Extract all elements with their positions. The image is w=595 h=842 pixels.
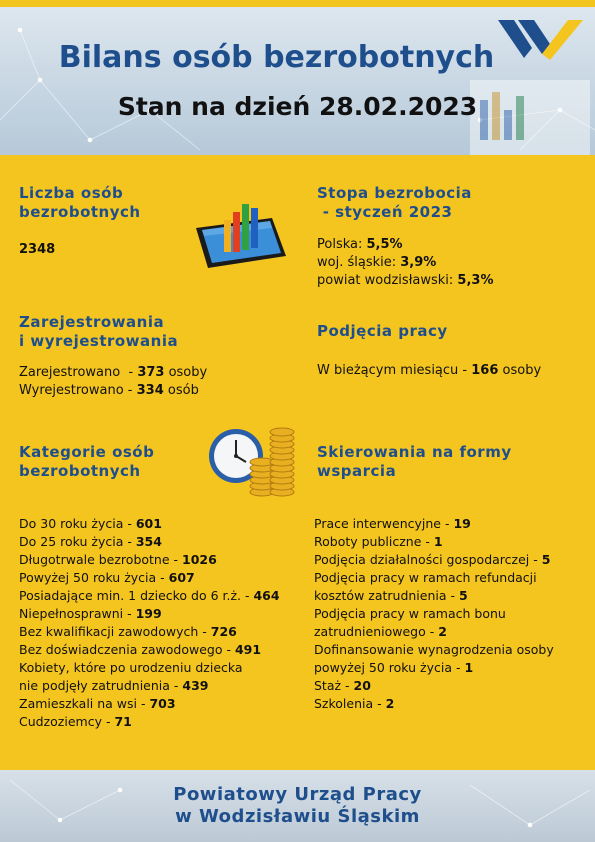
rate-value: 3,9% — [400, 255, 437, 270]
rate-row — [317, 254, 493, 272]
title-line: bezrobotnych — [19, 462, 141, 480]
list-item-label: powyżej 50 roku życia - — [314, 660, 465, 675]
section-title-stopa — [317, 184, 472, 222]
list-item-value: 726 — [210, 624, 237, 639]
list-item — [314, 551, 554, 569]
rate-label: woj. śląskie: — [317, 255, 401, 270]
rate-value: 5,3% — [457, 273, 494, 288]
list-item — [314, 515, 554, 533]
list-item — [19, 605, 280, 623]
registration-row — [19, 382, 207, 400]
row-suffix: osoby — [164, 365, 208, 380]
list-item-label: Posiadające min. 1 dziecko do 6 r.ż. - — [19, 588, 254, 603]
list-item-label: Szkolenia - — [314, 696, 386, 711]
title-line: Zarejestrowania — [19, 313, 165, 331]
list-item — [19, 515, 280, 533]
placements-suffix: osoby — [498, 363, 542, 378]
list-item-value: 607 — [168, 570, 195, 585]
list-item-value: 1 — [464, 660, 474, 675]
title-line: bezrobotnych — [19, 203, 141, 221]
list-item-value: 464 — [253, 588, 280, 603]
list-item-value: 703 — [149, 696, 176, 711]
title-line: Liczba osób — [19, 184, 124, 202]
categories-list — [19, 515, 280, 731]
list-item-value: 199 — [135, 606, 162, 621]
office-name — [0, 784, 595, 828]
tablet-chart-icon — [190, 198, 290, 270]
list-item-value: 71 — [114, 714, 132, 729]
list-item — [314, 623, 554, 641]
section-title-liczba — [19, 184, 141, 222]
list-item-label: Podjęcia działalności gospodarczej - — [314, 552, 542, 567]
office-name-line: Powiatowy Urząd Pracy — [173, 784, 422, 805]
list-item — [19, 533, 280, 551]
rate-row — [317, 236, 493, 254]
list-item — [19, 677, 280, 695]
list-item-label: Do 30 roku życia - — [19, 516, 136, 531]
list-item — [314, 695, 554, 713]
clock-coins-icon — [206, 426, 298, 498]
list-item-label: kosztów zatrudnienia - — [314, 588, 459, 603]
list-item-value: 1026 — [182, 552, 217, 567]
section-title-skierowania — [317, 443, 512, 481]
list-item-label: Roboty publiczne - — [314, 534, 434, 549]
list-item-label: Podjęcia pracy w ramach refundacji — [314, 570, 537, 585]
registrations — [19, 364, 207, 400]
list-item-value: 19 — [453, 516, 471, 531]
list-item-label: Dofinansowanie wynagrodzenia osoby — [314, 642, 554, 657]
registration-row — [19, 364, 207, 382]
header-banner — [0, 0, 595, 155]
row-value: 334 — [136, 383, 164, 398]
section-title-podjecia: Podjęcia pracy — [317, 322, 448, 340]
placements-value: 166 — [471, 363, 499, 378]
list-item — [314, 677, 554, 695]
list-item-label: Niepełnosprawni - — [19, 606, 136, 621]
list-item-label: Prace interwencyjne - — [314, 516, 454, 531]
list-item — [19, 695, 280, 713]
list-item-label: Do 25 roku życia - — [19, 534, 136, 549]
list-item — [314, 659, 554, 677]
list-item-value: 2 — [438, 624, 447, 639]
list-item — [19, 587, 280, 605]
list-item — [19, 641, 280, 659]
title-line: - styczeń 2023 — [317, 203, 453, 221]
list-item-value: 491 — [234, 642, 262, 657]
row-value: 373 — [137, 365, 165, 380]
list-item — [19, 551, 280, 569]
list-item-value: 20 — [353, 678, 371, 693]
list-item — [19, 713, 280, 731]
list-item-label: nie podjęły zatrudnienia - — [19, 678, 183, 693]
footer-banner — [0, 770, 595, 842]
title-line: Kategorie osób — [19, 443, 155, 461]
title-line: wsparcia — [317, 462, 397, 480]
list-item-label: Kobiety, które po urodzeniu dziecka — [19, 660, 243, 675]
list-item-value: 354 — [135, 534, 162, 549]
office-name-line: w Wodzisławiu Śląskim — [175, 806, 420, 827]
page-title: Bilans osób bezrobotnych — [58, 40, 495, 75]
list-item-value: 601 — [135, 516, 162, 531]
list-item — [314, 605, 554, 623]
row-label: Zarejestrowano - — [19, 365, 138, 380]
list-item-label: Powyżej 50 roku życia - — [19, 570, 169, 585]
section-title-rejestracja — [19, 313, 178, 351]
list-item-label: Długotrwale bezrobotne - — [19, 552, 182, 567]
placements-label: W bieżącym miesiącu - — [317, 363, 472, 378]
job-placements — [317, 362, 541, 380]
title-line: Skierowania na formy — [317, 443, 512, 461]
list-item-label: Bez kwalifikacji zawodowych - — [19, 624, 211, 639]
rate-label: Polska: — [317, 237, 367, 252]
header-stripe — [0, 0, 595, 7]
list-item-label: Zamieszkali na wsi - — [19, 696, 150, 711]
rate-value: 5,5% — [366, 237, 403, 252]
unemployed-count: 2348 — [19, 242, 56, 257]
list-item — [314, 641, 554, 659]
unemployment-rates — [317, 236, 493, 290]
list-item — [314, 587, 554, 605]
list-item-value: 2 — [385, 696, 395, 711]
list-item-value: 5 — [541, 552, 551, 567]
list-item-label: Bez doświadczenia zawodowego - — [19, 642, 235, 657]
list-item-label: Podjęcia pracy w ramach bonu — [314, 606, 506, 621]
list-item-label: Staż - — [314, 678, 354, 693]
rate-row — [317, 272, 493, 290]
list-item — [19, 569, 280, 587]
row-suffix: osób — [163, 383, 199, 398]
section-title-kategorie — [19, 443, 154, 481]
title-line: Stopa bezrobocia — [317, 184, 472, 202]
list-item — [314, 533, 554, 551]
list-item-value: 439 — [182, 678, 209, 693]
list-item-value: 1 — [433, 534, 443, 549]
list-item-label: Cudzoziemcy - — [19, 714, 115, 729]
list-item — [19, 659, 280, 677]
list-item-label: zatrudnieniowego - — [314, 624, 439, 639]
list-item — [19, 623, 280, 641]
title-line: i wyrejestrowania — [19, 332, 179, 350]
referrals-list — [314, 515, 554, 713]
row-label: Wyrejestrowano - — [19, 383, 137, 398]
page-subtitle: Stan na dzień 28.02.2023 — [117, 92, 478, 121]
rate-label: powiat wodzisławski: — [317, 273, 458, 288]
list-item-value: 5 — [458, 588, 468, 603]
list-item — [314, 569, 554, 587]
